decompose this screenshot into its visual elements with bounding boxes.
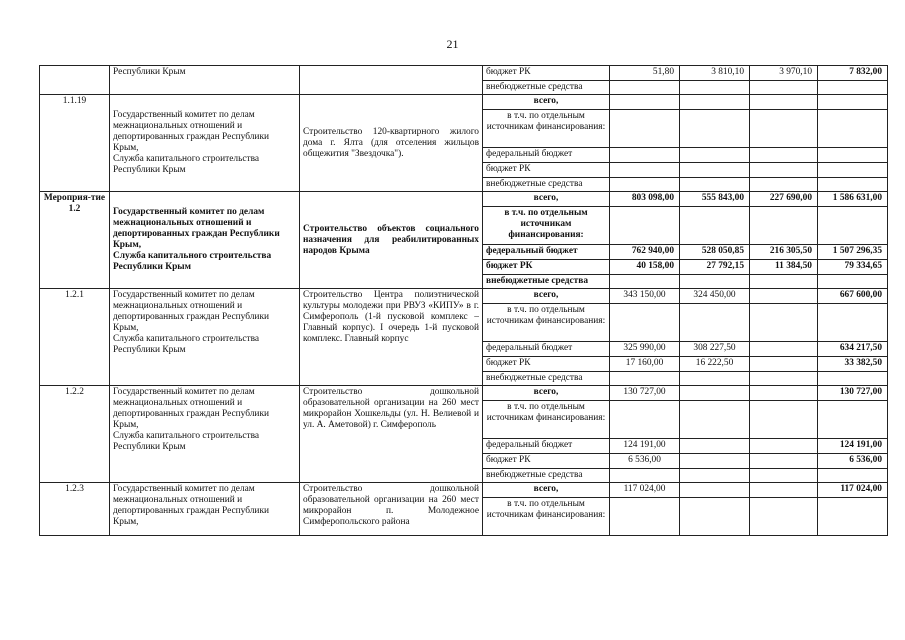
organization-cell: Республики Крым [110, 66, 300, 95]
source-label: бюджет РК [483, 357, 610, 372]
total-cell: 667 600,00 [818, 289, 888, 304]
source-label: в т.ч. по отдельным источникам финансирования: [483, 498, 610, 536]
source-label: бюджет РК [483, 454, 610, 469]
value-cell: 117 024,00 [610, 483, 680, 498]
source-label: федеральный бюджет [483, 245, 610, 260]
total-cell: 6 536,00 [818, 454, 888, 469]
source-label: всего, [483, 192, 610, 207]
table-row [40, 192, 888, 207]
source-label: внебюджетные средства [483, 372, 610, 386]
row-number: 1.1.19 [40, 95, 110, 192]
value-cell: 124 191,00 [610, 439, 680, 454]
table-row [40, 95, 888, 110]
value-cell: 17 160,00 [610, 357, 680, 372]
organization-cell: Государственный комитет по делам межнациональных отношений и депортированных граждан Республики Крым, [110, 483, 300, 536]
total-cell: 33 382,50 [818, 357, 888, 372]
value-cell: 528 050,85 [680, 245, 750, 260]
organization-cell: Государственный комитет по делам межнациональных отношений и депортированных граждан Республики Крым, Служба капитального строительства Республики Крым [110, 192, 300, 289]
value-cell: 3 970,10 [750, 66, 818, 81]
total-cell: 7 832,00 [818, 66, 888, 81]
source-label: федеральный бюджет [483, 148, 610, 163]
total-cell: 124 191,00 [818, 439, 888, 454]
source-label: в т.ч. по отдельным источникам финансирования: [483, 304, 610, 342]
organization-cell: Государственный комитет по делам межнациональных отношений и депортированных граждан Республики Крым, Служба капитального строительства Республики Крым [110, 386, 300, 483]
value-cell: 227 690,00 [750, 192, 818, 207]
total-cell: 634 217,50 [818, 342, 888, 357]
value-cell: 308 227,50 [680, 342, 750, 357]
value-cell: 6 536,00 [610, 454, 680, 469]
total-cell: 130 727,00 [818, 386, 888, 401]
source-label: внебюджетные средства [483, 275, 610, 289]
source-label: всего, [483, 289, 610, 304]
table-row [40, 66, 888, 81]
value-cell: 803 098,00 [610, 192, 680, 207]
object-cell [300, 66, 483, 95]
row-number: 1.2.2 [40, 386, 110, 483]
value-cell: 16 222,50 [680, 357, 750, 372]
object-cell: Строительство Центра полиэтнической культуры молодежи при РВУЗ «КИПУ» в г. Симферополь (1-й пусковой комплекс – Главный корпус). I очередь 1-й пусковой комплекс. Главный корпус [300, 289, 483, 386]
source-label: федеральный бюджет [483, 342, 610, 357]
value-cell: 762 940,00 [610, 245, 680, 260]
value-cell: 51,80 [610, 66, 680, 81]
source-label: бюджет РК [483, 260, 610, 275]
source-label: внебюджетные средства [483, 81, 610, 95]
object-cell: Строительство 120-квартирного жилого дома г. Ялта (для отселения жильцов общежития "Звездочка"). [300, 95, 483, 192]
object-cell: Строительство объектов социального назначения для реабилитированных народов Крыма [300, 192, 483, 289]
source-label: в т.ч. по отдельным источникам финансирования: [483, 110, 610, 148]
value-cell: 27 792,15 [680, 260, 750, 275]
value-cell: 3 810,10 [680, 66, 750, 81]
source-label: федеральный бюджет [483, 439, 610, 454]
value-cell: 130 727,00 [610, 386, 680, 401]
value-cell: 555 843,00 [680, 192, 750, 207]
source-label: всего, [483, 386, 610, 401]
object-cell: Строительство дошкольной образовательной организации на 260 мест микрорайон п. Молодежное Симферопольского района [300, 483, 483, 536]
value-cell: 324 450,00 [680, 289, 750, 304]
financing-table [39, 65, 888, 536]
total-cell: 79 334,65 [818, 260, 888, 275]
source-label: всего, [483, 483, 610, 498]
row-number: 1.2.1 [40, 289, 110, 386]
source-label: внебюджетные средства [483, 178, 610, 192]
value-cell: 40 158,00 [610, 260, 680, 275]
source-label: внебюджетные средства [483, 469, 610, 483]
organization-cell: Государственный комитет по делам межнациональных отношений и депортированных граждан Республики Крым, Служба капитального строительства Республики Крым [110, 289, 300, 386]
object-cell: Строительство дошкольной образовательной организации на 260 мест микрорайон Хошкельды (ул. Н. Велиевой и ул. А. Аметовой) г. Симферополь [300, 386, 483, 483]
row-number: 1.2.3 [40, 483, 110, 536]
source-label: в т.ч. по отдельным источникам финансирования: [483, 207, 610, 245]
source-label: всего, [483, 95, 610, 110]
value-cell: 216 305,50 [750, 245, 818, 260]
table-row [40, 483, 888, 498]
table-row [40, 289, 888, 304]
value-cell: 325 990,00 [610, 342, 680, 357]
value-cell: 11 384,50 [750, 260, 818, 275]
page-number: 21 [446, 37, 459, 51]
row-number: Мероприя-тие 1.2 [40, 192, 110, 289]
total-cell: 1 586 631,00 [818, 192, 888, 207]
total-cell: 117 024,00 [818, 483, 888, 498]
value-cell: 343 150,00 [610, 289, 680, 304]
source-label: бюджет РК [483, 66, 610, 81]
row-number [40, 66, 110, 95]
table-row [40, 386, 888, 401]
organization-cell: Государственный комитет по делам межнациональных отношений и депортированных граждан Республики Крым, Служба капитального строительства Республики Крым [110, 95, 300, 192]
total-cell: 1 507 296,35 [818, 245, 888, 260]
source-label: бюджет РК [483, 163, 610, 178]
source-label: в т.ч. по отдельным источникам финансирования: [483, 401, 610, 439]
